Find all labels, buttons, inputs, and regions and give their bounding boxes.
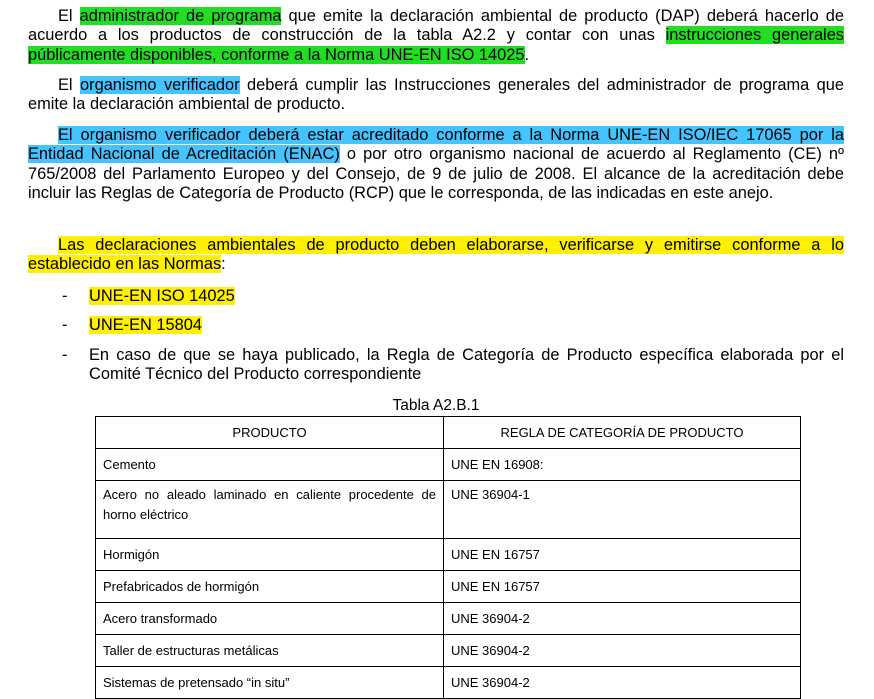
table-cell-rule: UNE 36904-1 [444,481,801,539]
bullet-dash: - [62,287,68,305]
highlight-blue: organismo verificador [80,76,240,94]
text-run: deberá cumplir las Instrucciones generales del administrador de programa que emite la declaración ambiental de producto. [28,76,844,114]
table-cell-product: Prefabricados de hormigón [96,571,444,603]
table-row [96,481,801,539]
column-header-product: PRODUCTO [96,417,444,449]
product-category-table [95,416,801,699]
list-item-text: En caso de que se haya publicado, la Regla de Categoría de Producto específica elaborada por el Comité Técnico del Producto correspondiente [89,346,844,384]
table-cell-rule: UNE EN 16908: [444,449,801,481]
text-run: o por otro organismo nacional de acuerdo al Reglamento (CE) nº 765/2008 del Parlamento Europeo y del Consejo, de 9 de julio de 2008. El alcance de la acreditación debe incluir las Reglas de Categoría de Producto (RCP) que le corresponda, de las indicadas en este anejo. [28,145,844,203]
table-row [96,667,801,699]
highlight-blue: El organismo verificador deberá estar acreditado conforme a la Norma UNE-EN ISO/IEC 17065 por la Entidad Nacional de Acreditación (ENAC) [28,126,844,164]
table-cell-rule: UNE EN 16757 [444,539,801,571]
table-row [96,539,801,571]
text-run: : [221,255,226,274]
table-caption: Tabla A2.B.1 [392,397,480,414]
table-header-row [96,417,801,449]
table-cell-product: Cemento [96,449,444,481]
text-run: que emite la declaración ambiental de producto (DAP) deberá hacerlo de acuerdo a los productos de construcción de la tabla A2.2 y contar con unas [28,7,844,45]
table-cell-product: Acero no aleado laminado en caliente procedente de horno eléctrico [96,481,444,539]
table-row [96,571,801,603]
paragraph-accreditation [28,126,844,204]
table-cell-product: Taller de estructuras metálicas [96,635,444,667]
table-cell-product: Hormigón [96,539,444,571]
table-cell-rule: UNE EN 16757 [444,571,801,603]
paragraph-verifier [28,76,844,115]
list-item-text: UNE-EN ISO 14025 [89,287,235,305]
paragraph-program-administrator [28,7,844,65]
highlight-green: administrador de programa [79,7,282,25]
paragraph-standards [28,236,844,275]
text-run: El [58,76,80,94]
text-run: El [58,7,80,25]
column-header-rule: REGLA DE CATEGORÍA DE PRODUCTO [444,417,801,449]
list-item-text: UNE-EN 15804 [89,316,202,334]
text-run: . [524,45,530,64]
table-row [96,635,801,667]
table-cell-product: Acero transformado [96,603,444,635]
table-cell-rule: UNE 36904-2 [444,667,801,699]
table-cell-rule: UNE 36904-2 [444,635,801,667]
bullet-dash: - [62,346,68,364]
highlight-yellow: Las declaraciones ambientales de producto deben elaborarse, verificarse y emitirse conforme a lo establecido en las Normas [28,236,844,274]
table-cell-product: Sistemas de pretensado “in situ” [96,667,444,699]
table-row [96,449,801,481]
highlight-green: instrucciones generales públicamente disponibles, conforme a la Norma UNE-EN ISO 14025 [28,26,845,64]
table-cell-rule: UNE 36904-2 [444,603,801,635]
table-row [96,603,801,635]
bullet-dash: - [62,316,68,334]
